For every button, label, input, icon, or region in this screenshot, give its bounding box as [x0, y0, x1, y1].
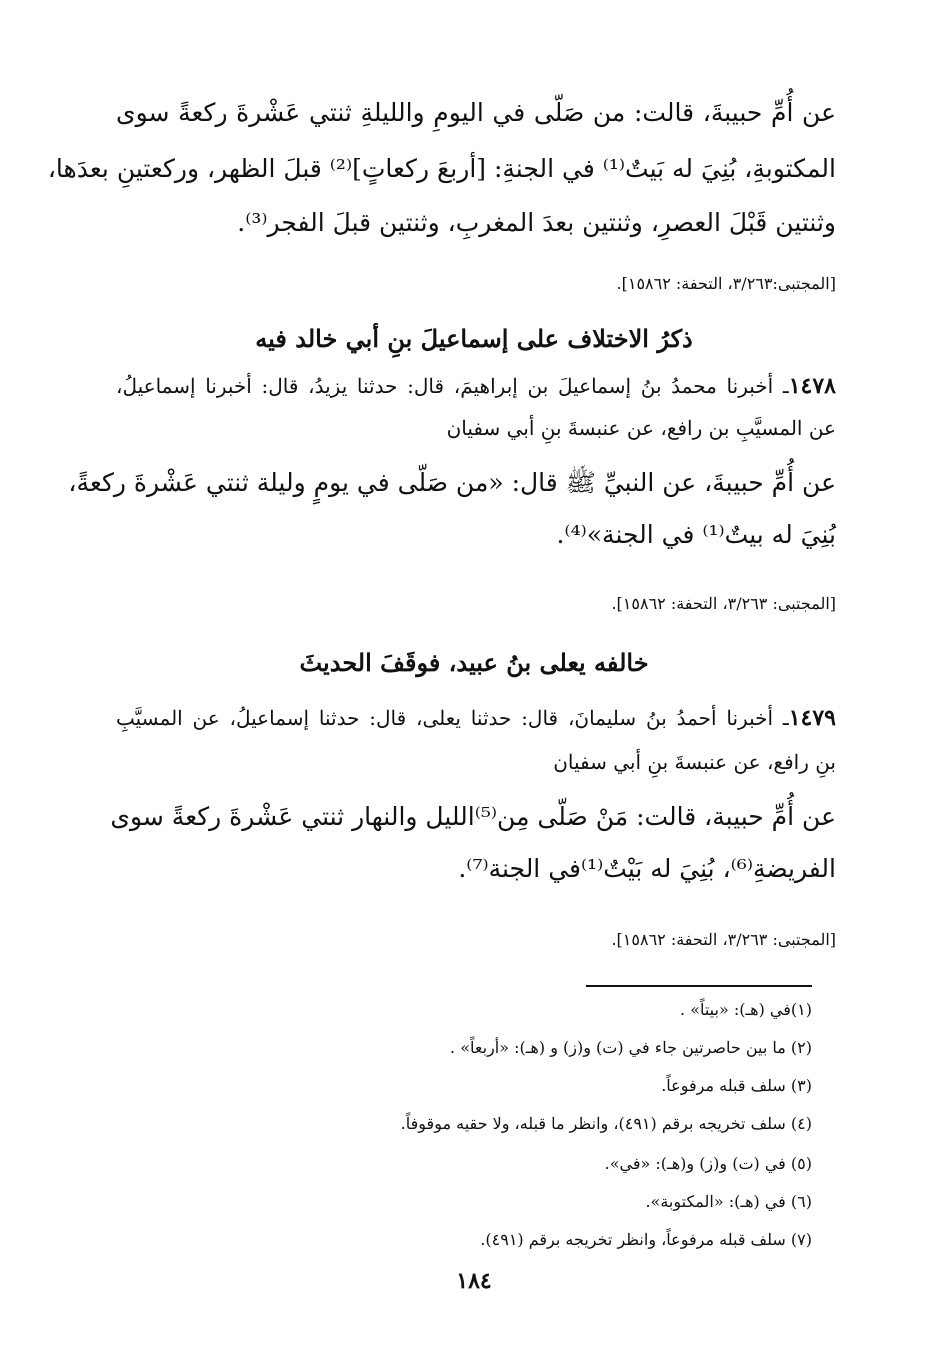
hadith-number-1478: ١٤٧٨ — [788, 373, 836, 399]
section-heading-1: ذكرُ الاختلاف على إسماعيلَ بنِ أبي خالد فيه — [255, 324, 693, 353]
hadith-1478-isnad-line-1 — [116, 372, 836, 400]
hadith-1477-reference: [المجتبى:٣/٢٦٣، التحفة: ١٥٨٦٢]. — [616, 274, 836, 293]
hadith-1478-matn-line-2: بُنِيَ له بيتٌ⁽¹⁾ في الجنة»⁽⁴⁾. — [556, 520, 836, 549]
hadith-1477-line-2: المكتوبةِ، بُنِيَ له بَيتٌ⁽¹⁾ في الجنةِ: [أربعَ ركعاتٍ]⁽²⁾ قبلَ الظهر، وركعتينِ بعدَها، — [47, 154, 836, 183]
hadith-1478-isnad-line-2: عن المسيَّبِ بن رافع، عن عنبسةَ بنِ أبي سفيان — [446, 416, 836, 440]
section-heading-2: خالفه يعلى بنُ عبيد، فوقَفَ الحديثَ — [299, 648, 649, 677]
footnote-6: (٦) في (هـ): «المكتوبة». — [645, 1192, 812, 1211]
footnote-3: (٣) سلف قبله مرفوعاً. — [661, 1076, 812, 1095]
hadith-1478-reference: [المجتبى: ٣/٢٦٣، التحفة: ١٥٨٦٢]. — [611, 594, 836, 613]
hadith-1479-isnad-line-1 — [116, 704, 836, 732]
footnote-7: (٧) سلف قبله مرفوعاً، وانظر تخريجه برقم (٤٩١). — [480, 1230, 812, 1249]
footnote-4: (٤) سلف تخريجه برقم (٤٩١)، وانظر ما قبله، ولا حقيه موقوفاً. — [400, 1114, 812, 1133]
hadith-1479-matn-line-2: الفريضةِ⁽⁶⁾، بُنِيَ له بَيْتٌ⁽¹⁾في الجنة⁽⁷⁾. — [458, 854, 836, 883]
footnote-2: (٢) ما بين حاصرتين جاء في (ت) و(ز) و (هـ): «أربعاً» . — [450, 1038, 812, 1057]
hadith-1477-line-1: عن أُمِّ حبيبةَ، قالت: من صَلّى في اليومِ والليلةِ ثنتي عَشْرةَ ركعةً سوى — [116, 98, 836, 127]
hadith-1478-matn-line-1: عن أُمِّ حبيبةَ، عن النبيِّ ﷺ قال: «من صَلّى في يومٍ وليلة ثنتي عَشْرةَ ركعةً، — [68, 468, 836, 497]
hadith-1479-matn-line-1: عن أُمِّ حبيبة، قالت: مَنْ صَلّى مِن⁽⁵⁾الليل والنهار ثنتي عَشْرةَ ركعةً سوى — [110, 802, 836, 831]
hadith-1479-reference: [المجتبى: ٣/٢٦٣، التحفة: ١٥٨٦٢]. — [611, 930, 836, 949]
hadith-1479-isnad-line-2: بنِ رافع، عن عنبسةَ بنِ أبي سفيان — [553, 750, 836, 774]
hadith-1479-isnad-text: ـ أخبرنا أحمدُ بنُ سليمانَ، قال: حدثنا يعلى، قال: حدثنا إسماعيلُ، عن المسيَّبِ — [116, 706, 789, 730]
hadith-number-1479: ١٤٧٩ — [788, 705, 836, 731]
page-number: ١٨٤ — [456, 1268, 492, 1294]
hadith-1478-isnad-text: ـ أخبرنا محمدُ بنُ إسماعيلَ بن إبراهيمَ، قال: حدثنا يزيدُ، قال: أخبرنا إسماعيلُ، — [116, 374, 789, 398]
footnote-separator — [586, 985, 812, 987]
footnote-1: (١)في (هـ): «بيتاً» . — [680, 1000, 812, 1019]
hadith-1477-line-3: وثنتين قَبْلَ العصرِ، وثنتين بعدَ المغربِ، وثنتين قبلَ الفجر⁽³⁾. — [237, 208, 836, 237]
footnote-5: (٥) في (ت) و(ز) و(هـ): «في». — [604, 1154, 812, 1173]
